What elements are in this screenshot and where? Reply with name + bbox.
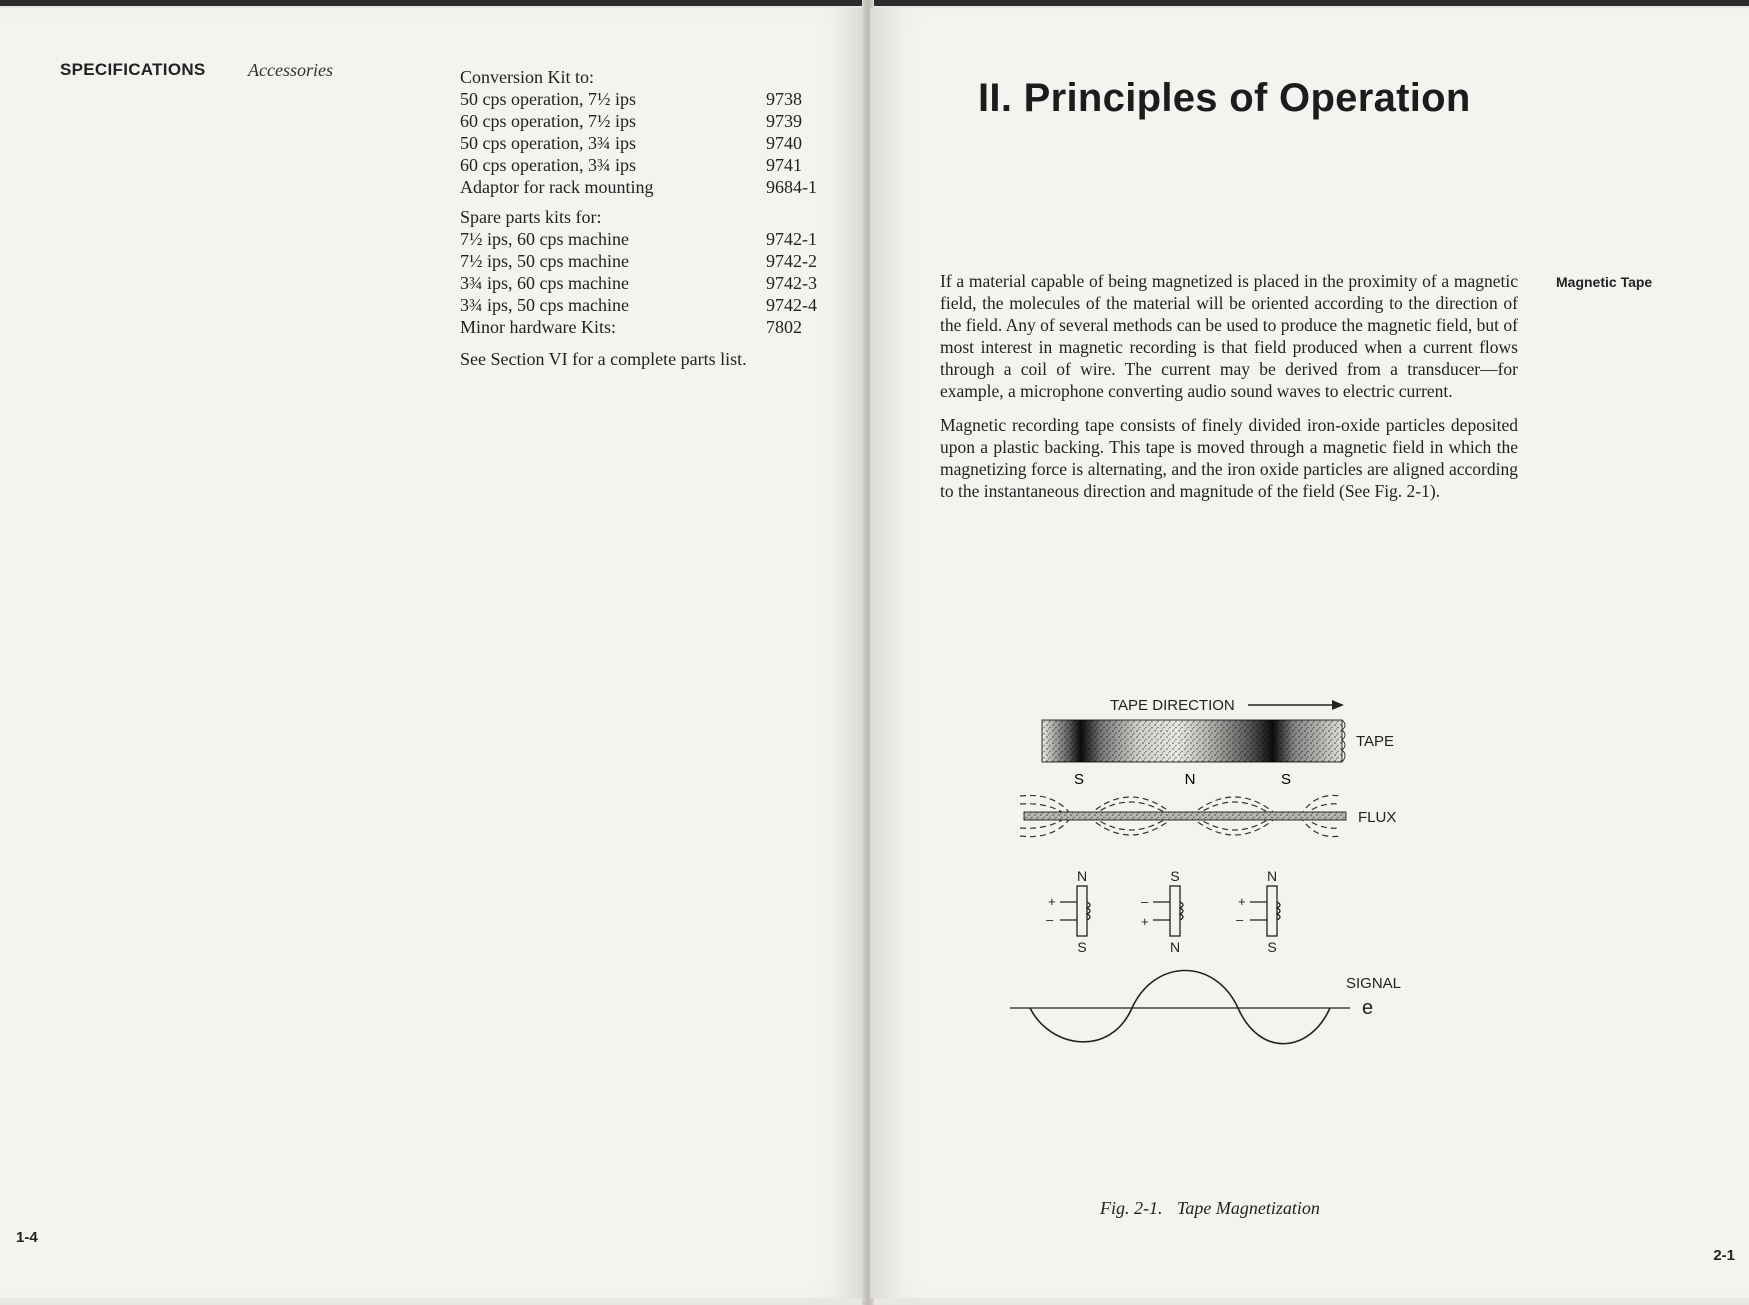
item-label: 3¾ ips, 50 cps machine bbox=[460, 295, 629, 315]
list-item bbox=[460, 176, 830, 198]
chapter-title: II. Principles of Operation bbox=[978, 76, 1471, 120]
svg-text:+: + bbox=[1048, 894, 1056, 909]
list-item bbox=[460, 294, 830, 316]
page-number: 2-1 bbox=[1713, 1247, 1735, 1264]
item-number: 9741 bbox=[766, 155, 802, 175]
flux-label: FLUX bbox=[1358, 809, 1397, 826]
paragraph: Magnetic recording tape consists of finely divided iron-oxide particles deposited upon a plastic backing. This tape is moved through a magnetic field in which the magnetizing force is alternating, and the iron oxide particles are aligned according to the instantaneous direction and magnitude of the field (See Fig. 2-1). bbox=[940, 415, 1518, 501]
item-number: 9740 bbox=[766, 133, 802, 153]
subsection-heading: Accessories bbox=[248, 60, 333, 80]
signal-label: SIGNAL bbox=[1346, 975, 1402, 992]
item-number: 9684-1 bbox=[766, 177, 817, 197]
accessories-list bbox=[460, 66, 830, 370]
pole-label: S bbox=[1073, 771, 1085, 788]
tape-magnetization-figure bbox=[1010, 688, 1450, 1068]
item-label: Minor hardware Kits: bbox=[460, 317, 616, 337]
item-label: Adaptor for rack mounting bbox=[460, 177, 654, 197]
right-page bbox=[870, 8, 1749, 1298]
margin-heading: Magnetic Tape bbox=[1556, 274, 1653, 290]
pole-label: S bbox=[1280, 771, 1292, 788]
item-label: 50 cps operation, 7½ ips bbox=[460, 89, 636, 109]
tape-label: TAPE bbox=[1356, 733, 1395, 750]
pole-label: N bbox=[1184, 771, 1196, 788]
list-item bbox=[460, 228, 830, 250]
item-number: 9742-1 bbox=[766, 229, 817, 249]
list-item bbox=[460, 316, 830, 338]
svg-text:–: – bbox=[1046, 912, 1054, 927]
head-pole-bottom: S bbox=[1077, 939, 1087, 955]
list-item bbox=[460, 110, 830, 132]
list-item bbox=[460, 154, 830, 176]
head-pole-bottom: S bbox=[1267, 939, 1277, 955]
item-label: 3¾ ips, 60 cps machine bbox=[460, 273, 629, 293]
item-label: 60 cps operation, 3¾ ips bbox=[460, 155, 636, 175]
item-label: 7½ ips, 60 cps machine bbox=[460, 229, 629, 249]
item-number: 9742-2 bbox=[766, 251, 817, 271]
svg-text:+: + bbox=[1238, 894, 1246, 909]
paragraph: If a material capable of being magnetized is placed in the proximity of a magnetic field, the molecules of the material will be oriented according to the direction of the field. Any of several methods can be used to produce the magnetic field, but of most interest in magnetic recording is that field produced when a current flows through a coil of wire. The current may be derived from a transducer—for example, a microphone converting audio sound waves to electric current. bbox=[940, 271, 1518, 401]
item-label: 60 cps operation, 7½ ips bbox=[460, 111, 636, 131]
list-item bbox=[460, 88, 830, 110]
item-label: 50 cps operation, 3¾ ips bbox=[460, 133, 636, 153]
list-item bbox=[460, 250, 830, 272]
tape-direction-label: TAPE DIRECTION bbox=[1110, 697, 1235, 714]
conversion-title: Conversion Kit to: bbox=[460, 67, 594, 87]
head-pole-top: N bbox=[1076, 868, 1088, 884]
item-number: 9738 bbox=[766, 89, 802, 109]
head-pole-top: S bbox=[1170, 868, 1180, 884]
section-heading: SPECIFICATIONS bbox=[60, 60, 206, 79]
svg-text:–: – bbox=[1141, 894, 1149, 909]
body-text bbox=[940, 270, 1518, 514]
item-number: 9742-4 bbox=[766, 295, 817, 315]
head-pole-bottom: N bbox=[1169, 939, 1181, 955]
signal-wave bbox=[1030, 971, 1330, 1044]
svg-text:+: + bbox=[1141, 914, 1149, 929]
head-pole-top: N bbox=[1266, 868, 1278, 884]
figure-caption bbox=[1100, 1198, 1320, 1219]
item-number: 9742-3 bbox=[766, 273, 817, 293]
signal-symbol: e bbox=[1362, 997, 1374, 1019]
item-number: 7802 bbox=[766, 317, 802, 337]
item-number: 9739 bbox=[766, 111, 802, 131]
item-label: 7½ ips, 50 cps machine bbox=[460, 251, 629, 271]
spares-title: Spare parts kits for: bbox=[460, 207, 602, 227]
record-head-icons bbox=[1060, 886, 1280, 936]
svg-text:–: – bbox=[1236, 912, 1244, 927]
figure-caption-title: Tape Magnetization bbox=[1177, 1198, 1320, 1218]
figure-caption-label: Fig. 2-1. bbox=[1100, 1198, 1163, 1218]
left-page bbox=[0, 8, 868, 1298]
list-item bbox=[460, 132, 830, 154]
page-number: 1-4 bbox=[16, 1229, 38, 1246]
list-item bbox=[460, 272, 830, 294]
direction-arrow-icon bbox=[1332, 700, 1344, 710]
parts-list-note: See Section VI for a complete parts list. bbox=[460, 349, 747, 369]
